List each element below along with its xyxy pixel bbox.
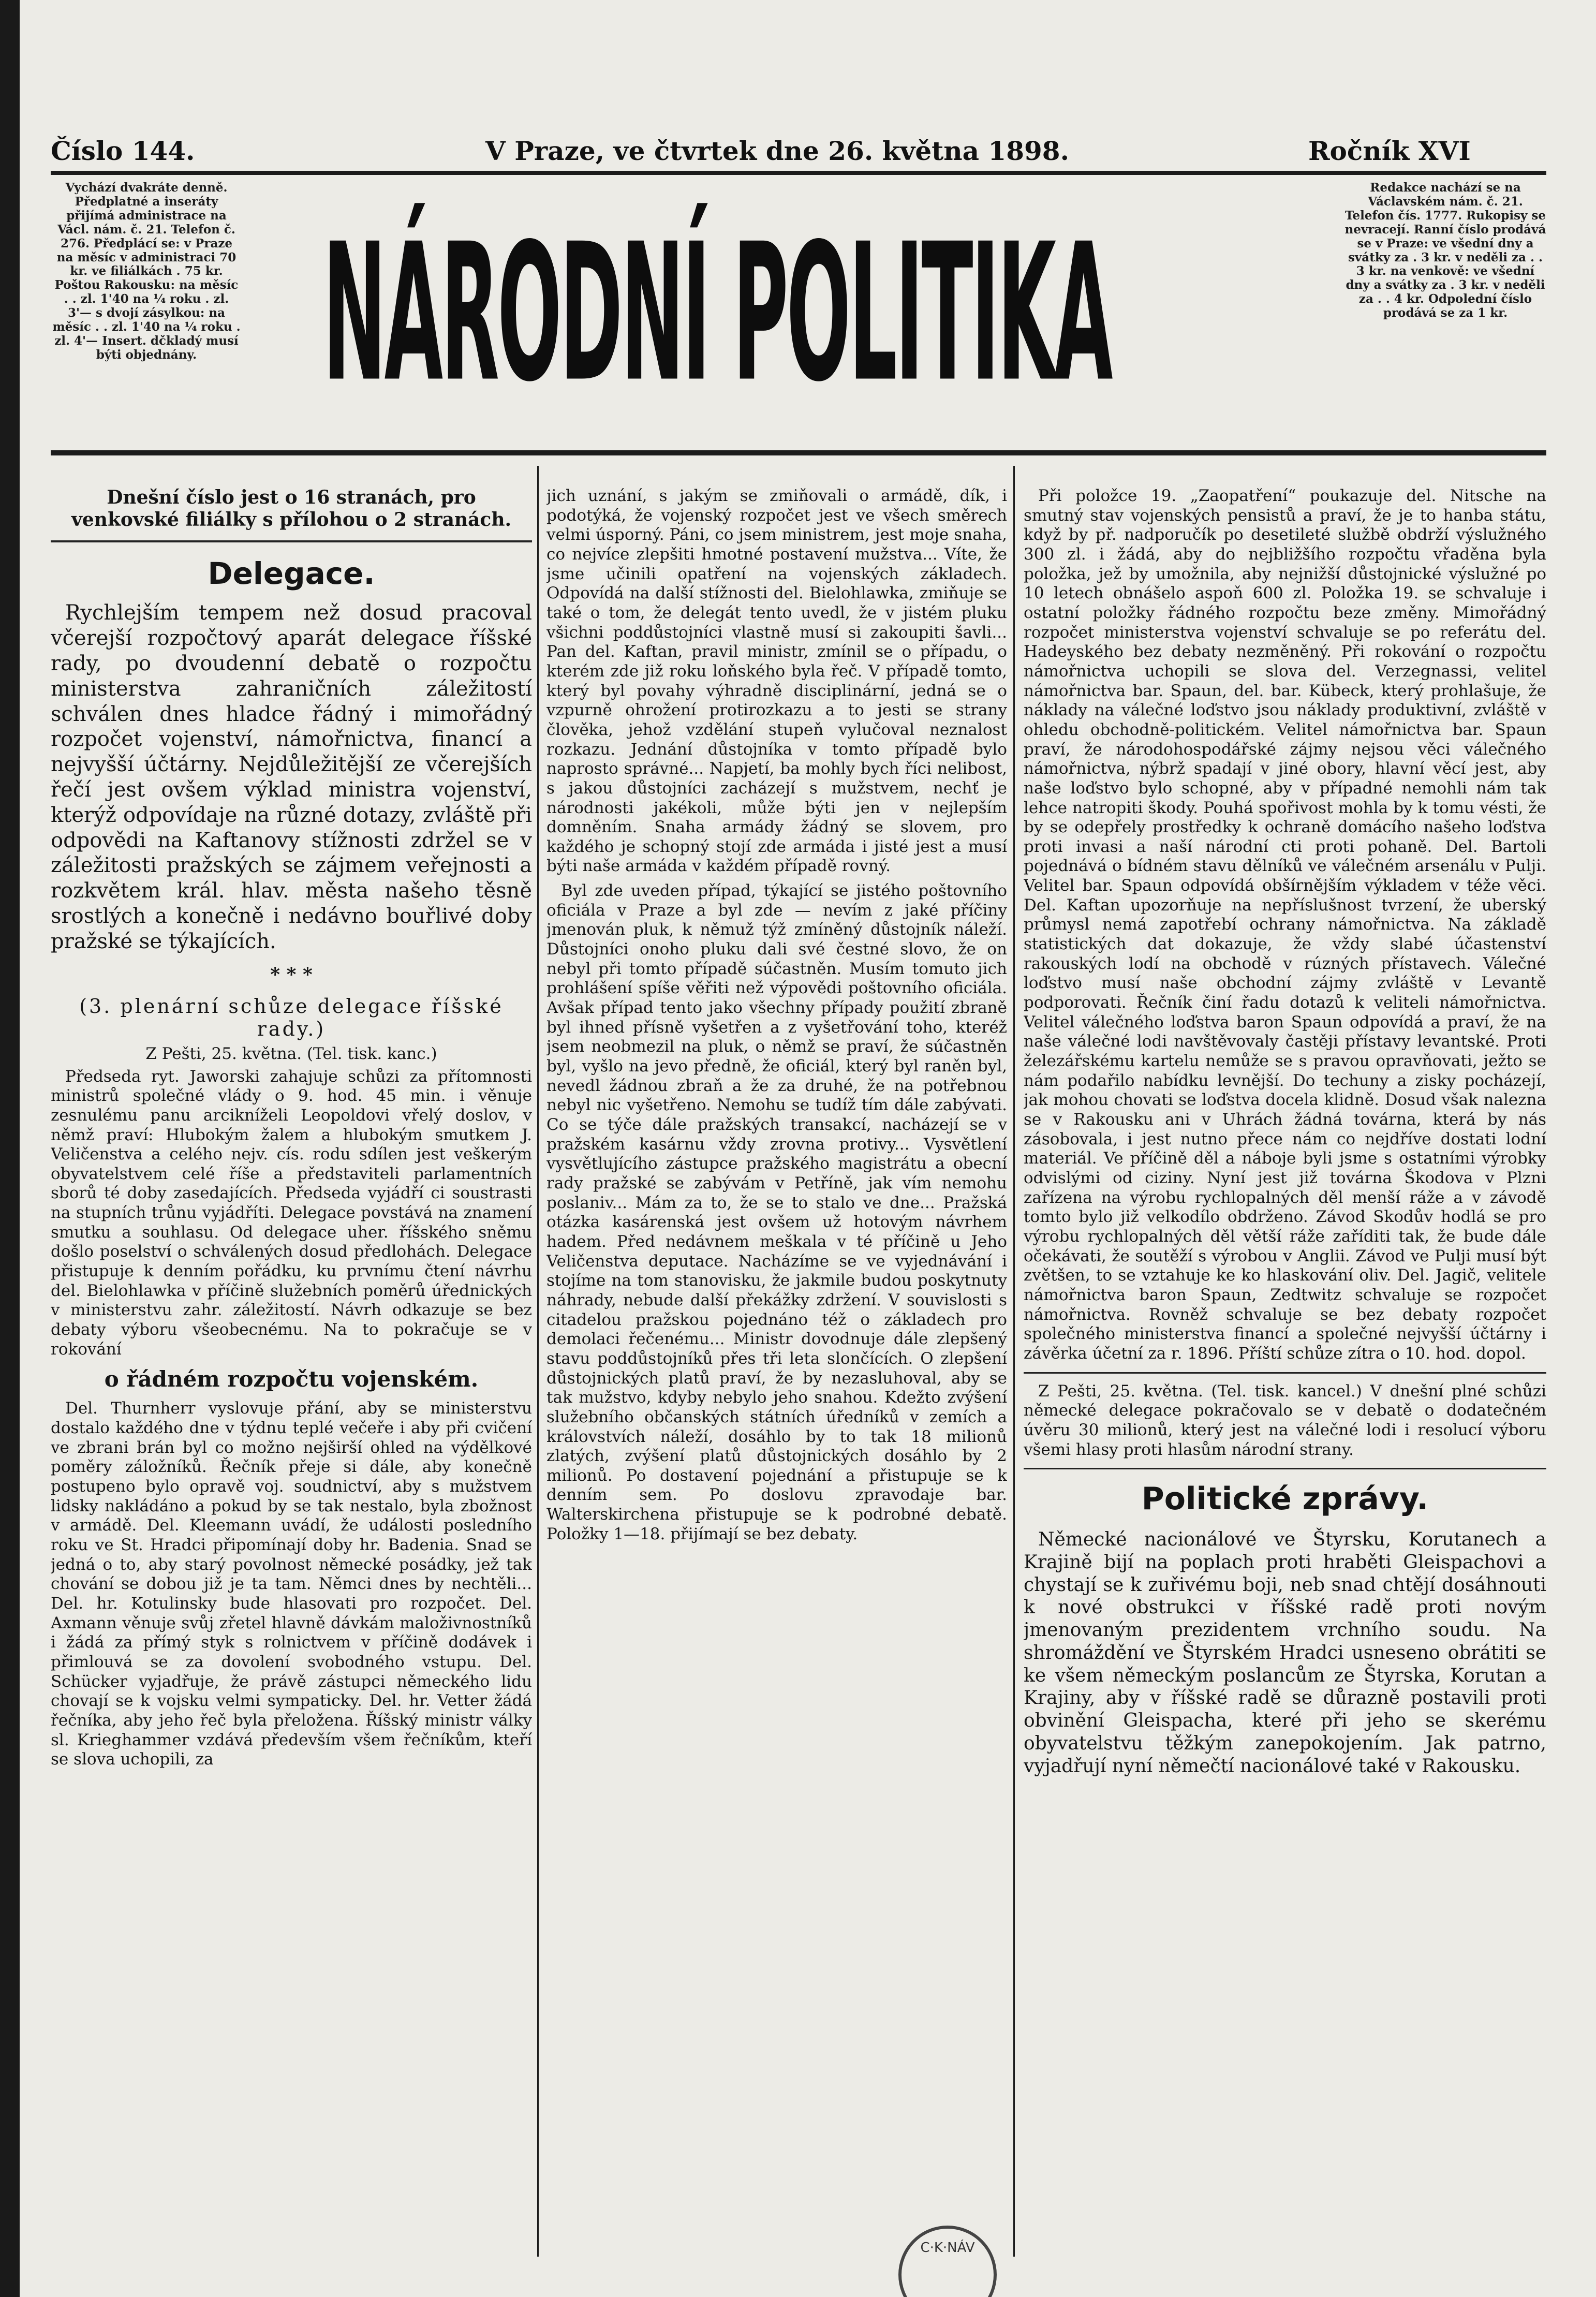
column-1 (51, 487, 532, 2246)
col2-body-2: Byl zde uveden případ, týkající se jistého poštovního oficiála v Praze a byl zde — nevím z jaké příčiny jmenován pluk, k němuž týž zmíněný důstojník náleží. Důstojníci onoho pluku dali své čestné slovo, že on nebyl při tomto případě súčastněn. Musím tomuto jich prohlášení spíše věřiti než výpovědi poštovního oficiála. Avšak případ tento jako všechny případy použití zbraně byl ihned přísně vyšetřen a z vyšetřování toho, kteréž jsem neobmezil na pluk, o němž se praví, že súčastněn byl, vyšlo na jevo předně, že oficiál, který byl raněn byl, nevedl žádnou zbraň a že za druhé, že na potřebnou nebyl nic vyšetřeno. Nemohu se tudíž tím dále zabývati. Co se týče dále pražských transakcí, nacházejí se v pražském kasárnu vždy zrovna protivy... Vysvětlení vysvětlujícího zástupce pražského magistrátu a obecní rady pražské se zabývám v Petříně, jak vím nemohu poslaniv... Mám za to, že se to stalo ve dne... Pražská otázka kasárenská jest ovšem už hotovým návrhem hadem. Před nedávnem meškala v té příčině u Jeho Veličenstva deputace. Nacházíme se ve vyjednávání i stojíme na tom stanovisku, že jakmile budou poskytnuty náhrady, nebude další překážky zdržení. V souvislosti s citadelou pražskou pojednáno též o základech pro demolaci řečenému... Ministr dovodnuje dále zlepšený stavu poddůstojníků přes tři leta slončících. O zlepšení důstojnických platů praví, že by nezasluhoval, aby se tak mužstvo, kdyby nebylo jeho snahou. Kdežto zvýšení služebního občanských státních úředníků v zemích a královstvích náleží, dosáhlo by to tak 18 milionů zlatých, zvýšení platů důstojnických dosáhlo by 2 milionů. Po dostavení pojednání a přistupuje se k denním sem. Po doslovu zpravodaje bar. Walterskirchena přistupuje se k podrobné debatě. Položky 1—18. přijímají se bez debaty. (546, 881, 1007, 1543)
issue-notice: Dnešní číslo jest o 16 stranách, pro venkovské filiálky s přílohou o 2 stranách. (71, 487, 512, 531)
col3-rule-2 (1024, 1468, 1546, 1469)
column-divider-2 (1013, 466, 1015, 2257)
column-2 (546, 487, 1007, 2246)
section-politicke-zpravy: Politické zprávy. (1141, 1481, 1429, 1518)
article-title-delegace: Delegace. (208, 556, 375, 592)
column-divider-1 (537, 466, 539, 2257)
volume: Ročník XVI (1308, 136, 1471, 166)
session-title: (3. plenární schůze delegace říšské rady.) (79, 994, 504, 1040)
section-stars: * * * (270, 963, 313, 985)
col3-dateline: Z Pešti, 25. května. (Tel. tisk. kancel.) V dnešní plné schůzi německé delegace pokračovalo se v debatě o dodatečném úvěru 30 milionů, který jest na válečné lodi i resolucí výboru všemi hlasy proti hlasům národní strany. (1024, 1381, 1546, 1459)
subscription-box: Vychází dvakráte denně. Předplatné a inseráty přijímá administrace na Václ. nám. č. 21. Telefon č. 276. Předplácí se: v Praze na měsíc v administraci 70 kr. ve filiálkách . 75 kr. Poštou Rakousku: na měsíc . . zl. 1'40 na ¼ roku . zl. 3'— s dvojí zásylkou: na měsíc . . zl. 1'40 na ¼ roku . zl. 4'— Insert. dčkladý musí býti objednány. (52, 181, 241, 362)
header-rule (51, 171, 1546, 175)
section-body: Německé nacionálové ve Štyrsku, Korutanech a Krajině bijí na poplach proti hraběti Gleispachovi a chystají se k zuřivému boji, neb snad chtějí dosáhnouti k nové obstrukci v říšské radě proti novým jmenovaným prezidentem vrchního soudu. Na shromáždění ve Štyrském Hradci usneseno obrátiti se ke všem německým poslancům ze Štyrska, Korutan a Krajiny, aby v říšské radě se důrazně postavili proti obvinění Gleispacha, které při jeho se skerému obyvatelstvu těžkým zanepokojením. Jak patrno, vyjadřují nyní němečtí nacionálové také v Rakousku. (1024, 1529, 1546, 1777)
col3-body: Při položce 19. „Zaopatření“ poukazuje del. Nitsche na smutný stav vojenských pensistů a praví, že je to hanba státu, když by př. nadporučík po desetileté službě obdrží výslužného 300 zl. i žádá, aby do nejbližšího rozpočtu vřaděna byla položka, jež by umožnila, aby nejnižší důstojnické výslužné po 10 letech obnášelo aspoň 600 zl. Položka 19. se schvaluje i ostatní položky řádného rozpočtu beze změny. Mimořádný rozpočet ministerstva vojenství schvaluje se po referátu del. Hadeyského bez debaty nezměněný. Při rokování o rozpočtu námořnictva uchopili se slova del. Verzegnassi, velitel námořnictva bar. Spaun, del. bar. Kübeck, který prohlašuje, že náklady na válečné loďstvo jsou náklady produktivní, zvláště v ohledu obchodně-politickém. Velitel námořnictva bar. Spaun praví, že národohospodářské zájmy nejsou věci válečného námořnictva, nýbrž spadají v jiné obory, hlavní věcí jest, aby naše loďstvo bylo schopné, aby v případné nemohli nám tak lehce natropiti škody. Pouhá spořivost mohla by k tomu vésti, že by se odepřely prostředky k ochraně domácího našeho loďstva proti invasi a naší národní cti proti pohaně. Del. Bartoli pojednává o bídném stavu dělníků ve válečném arsenálu v Pulji. Velitel bar. Spaun odpovídá obšírnějším výkladem v téže věci. Del. Kaftan upozorňuje na nepříslušnost tvrzení, že uberský průmysl nemá zapotřebí ochrany námořnictva. Na základě statistických dat dokazuje, že vždy slabé účastenství rakouských lodí na obchodě v rúzných přístavech. Válečné loďstvo musí naše obchodní zájmy zvláště v Levantě podporovati. Řečník činí řadu dotazů k veliteli námořnictva. Velitel válečného loďstva baron Spaun odpovídá a praví, že na naše válečné lodi navštěvovaly častěji přístavy levantské. Proti železářskému kartelu nemůže se s pravou opravňovati, ježto se nám podařilo nabídku levnější. Do techuny a zisky pocházejí, jak mohou chovati se loďstva docela klidně. Dosud však nalezna se v Rakousku ani v Uhrách žádná továrna, která by nás zásobovala, i jest nutno přece nám co nejdříve dostati lodní materiál. Ve příčině děl a náboje byli jsme s ostatními výrobky odvislými od ciziny. Nyní jest již továrna Škodova v Plzni zařízena na výrobu rychlopalných děl menší ráže a v závodě tomto bylo již velkodílo obdrženo. Závod Skodův hodlá se pro výrobu rychlopalných děl větší ráže zaříditi tak, že bude dále očekávati, že soutěží s výrobou v Anglii. Závod ve Pulji musí být zvětšen, to se vztahuje ke ko hlaskování oliv. Del. Jagič, velitele námořnictva baron Spaun, Zedtwitz schvaluje se rozpočet námořnictva. Rovněž schvaluje se bez debaty rozpočet společného ministerstva financí a společné nejvyšší účtárny i závěrka účetní za r. 1896. Příští schůze zítra o 10. hod. dopol. (1024, 487, 1546, 1363)
library-stamp: C·K·NÁV (898, 2226, 997, 2297)
dateline: V Praze, ve čtvrtek dne 26. května 1898. (485, 136, 1069, 166)
subhead-rozpocet: o řádném rozpočtu vojenském. (104, 1366, 479, 1392)
notice-rule (51, 540, 532, 542)
newspaper-page (20, 0, 1596, 2297)
col2-body: jich uznání, s jakým se zmiňovali o armádě, dík, i podotýká, že vojenský rozpočet jest ve všech směrech velmi úsporný. Páni, co jsem ministrem, jest moje snaha, co nejvíce zlepšiti hmotné postavení mužstva... Víte, že jsme učinili opatření na vojenských základech. Odpovídá na další stížnosti del. Bielohlawka, zmiňuje se také o tom, že delegát tento uvedl, že v jistém pluku všichni poddůstojníci vlastně musí si zakoupiti šavli... Pan del. Kaftan, pravil ministr, zmínil se o případu, o kterém zde již roku loňského byla řeč. V případě tomto, který byl povahy výhradně disciplinární, jedná se o vzpurně ohrožení protirozkazu a to jesti se strany člověka, jehož vzdělání stupeň vylučoval neznalost rozkazu. Jednání důstojníka v tomto případě bylo naprosto správné... Napjetí, ba mohly bych říci nelibost, s jakou důstojníci zacházejí s mužstvem, nechť je národnosti jakékoli, může býti jen v nejlepším domněním. Snaha armády žádný se slovem, pro každého je schopný stojí zde armáda i jisté jest a musí býti naše armáda v každém případě rovný. (546, 487, 1007, 876)
masthead-rule (51, 450, 1546, 455)
article-lead: Rychlejším tempem než dosud pracoval včerejší rozpočtový aparát delegace říšské rady, po dvoudenní debatě o rozpočtu ministerstva zahraničních záležitostí schválen dnes hladce řádný i mimořádný rozpočet vojenství, námořnictva, financí a nejvyšší účtárny. Nejdůležitější ze včerejších řečí jest ovšem výklad ministra vojenství, kterýž odpovídaje na různé dotazy, zvláště při odpovědi na Kaftanovy stížnosti zdržel se v záležitosti pražských se zájmem veřejnosti a rozkvětem král. hlav. města našeho těsně srostlých a konečně i nedávno bouřlivé doby pražské se týkajících. (51, 601, 532, 953)
session-body-2: Del. Thurnherr vyslovuje přání, aby se ministerstvu dostalo každého dne v týdnu teplé večeře i aby při cvičení ve zbrani brán byl co možno nejširší ohled na výdělkové poměry záložníků. Řečník přeje si dále, aby konečně postupeno bylo opravě voj. soudnictví, aby s mužstvem lidsky nakládáno a pokud by se tak nestalo, byla zbožnost v armádě. Del. Kleemann uvádí, že události posledního roku ve St. Hradci připomínají doby hr. Badenia. Snad se jedná o to, aby starý povolnost německé posádky, jež tak chování se dobou již je ta tam. Němci dnes by nechtěli... Del. hr. Kotulinsky bude hlasovati pro rozpočet. Del. Axmann věnuje svůj zřetel hlavně dávkám maloživnostníků i žádá za přímý styk s rolnictvem v příčině dodávek i přimlouvá se za dovolení svobodného vstupu. Del. Schücker vyjadřuje, že právě zástupci německého lidu chovají se k vojsku velmi sympaticky. Del. hr. Vetter žádá řečníka, aby jeho řeč byla přeložena. Říšský ministr války sl. Krieghammer vzdává především všem řečníkům, kteří se slova uchopili, za (51, 1399, 532, 1769)
masthead-title: NÁRODNÍ POLITIKA (323, 203, 1111, 424)
session-body: Předseda ryt. Jaworski zahajuje schůzi za přítomnosti ministrů společné vlády o 9. hod. 45 min. i věnuje zesnulému panu arcikníželi Leopoldovi vřelý doslov, v němž praví: Hlubokým žalem a hlubokým smutkem J. Veličenstva a celého nejv. cís. rodu sdílen jest veškerým obyvatelstvem celé říše a představiteli parlamentních sborů té doby zasedajících. Předseda vyjádří ci soustrasti na stupních trůnu vyjádříti. Delegace povstává na znamení smutku a souhlasu. Od delegace uher. říšského sněmu došlo poselství o schválených dosud předlohách. Delegace přistupuje k denním pořádku, ku prvnímu čtení návrhu del. Bielohlawka v příčině služebních poměrů úřednických v ministerstvu zahr. záležitostí. Návrh odkazuje se bez debaty výboru všeobecnému. Na to pokračuje se v rokování (51, 1067, 532, 1359)
issue-number: Číslo 144. (51, 136, 195, 166)
col3-rule (1024, 1372, 1546, 1374)
editorial-box: Redakce nachází se na Václavském nám. č. 21. Telefon čís. 1777. Rukopisy se nevracejí. Ranní číslo prodává se v Praze: ve všední dny a svátky za . 3 kr. v neděli za . . 3 kr. na venkově: ve všední dny a svátky za . 3 kr. v neděli za . . 4 kr. Odpolední číslo prodává se za 1 kr. (1344, 181, 1546, 320)
column-3 (1024, 487, 1546, 2246)
session-dateline: Z Pešti, 25. května. (Tel. tisk. kanc.) (145, 1044, 437, 1063)
